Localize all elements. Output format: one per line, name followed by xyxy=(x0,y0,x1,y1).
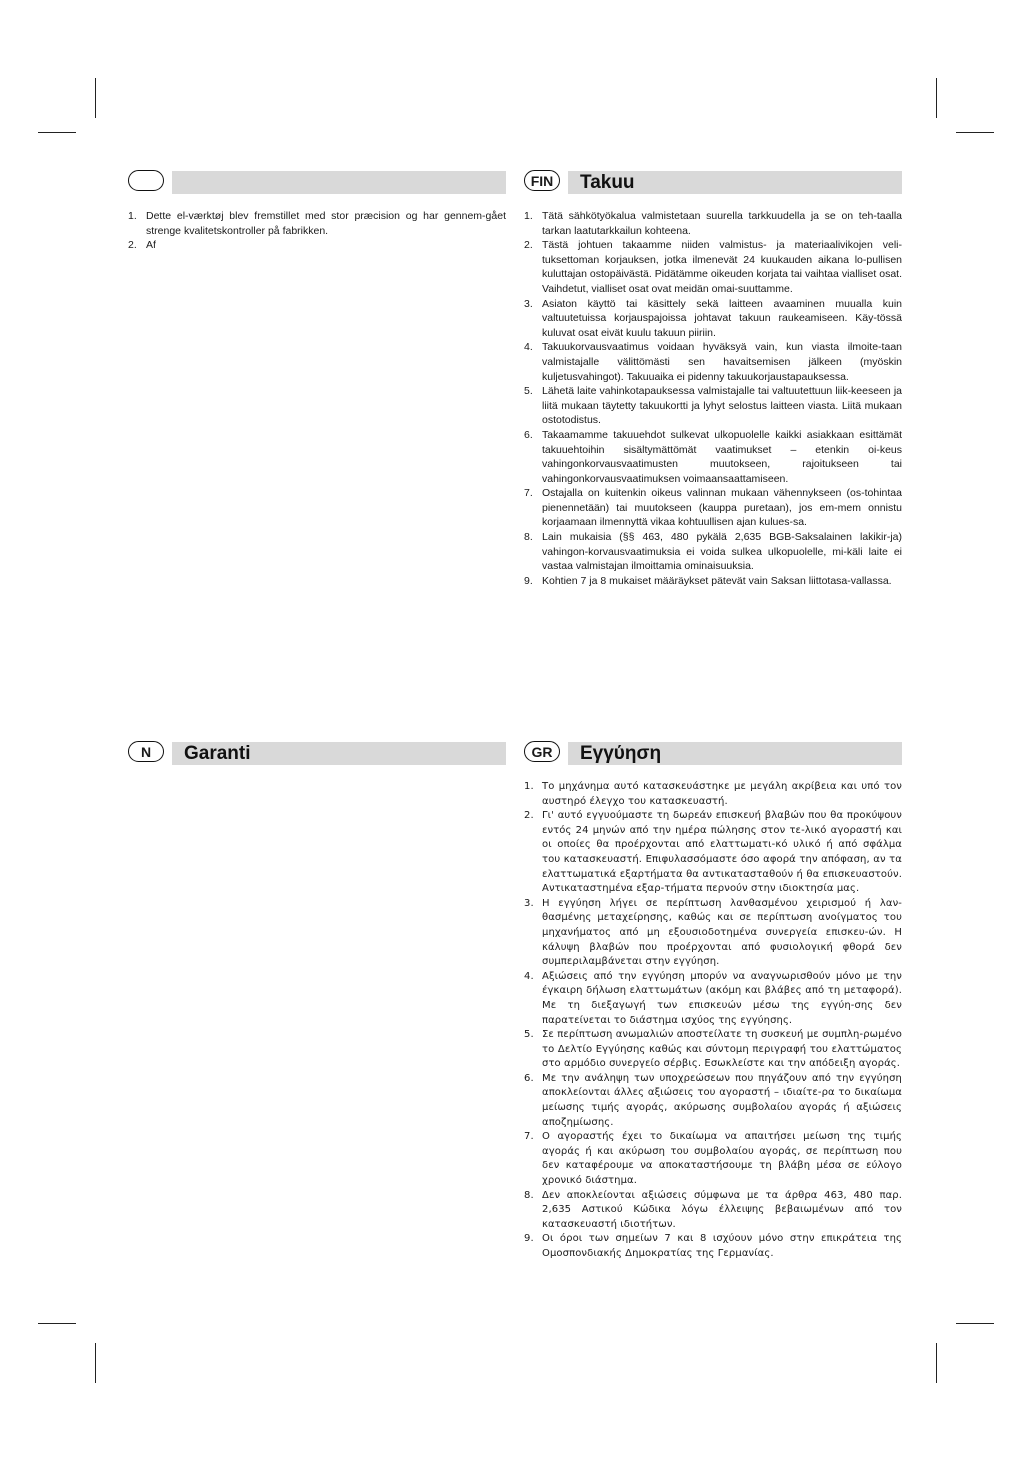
item-number: 1. xyxy=(128,210,137,222)
item-text: Dette el-værktøj blev fremstillet med stor præcision og har gennem-gået strenge kvalitetskontroller på fabrikken. xyxy=(146,210,506,237)
list-item xyxy=(524,238,902,296)
language-badge: FIN xyxy=(524,170,560,191)
section-title: Εγγύηση xyxy=(580,743,662,764)
list-item xyxy=(524,897,902,970)
item-number: 4. xyxy=(524,341,533,354)
list-item xyxy=(524,1028,902,1072)
crop-mark-top-right-horizontal xyxy=(956,132,994,133)
item-number: 2. xyxy=(524,239,533,252)
item-text: Ο αγοραστής έχει το δικαίωμα να απαιτήσει μείωση της τιμής αγοράς ή και ακύρωση του συμβολαίου αγοράς, σε περίπτωση που δεν καταφέρουμε να αποκαταστήσουμε τη βλάβη μέσα σε εύλογο χρονικό διάστημα. xyxy=(542,1131,902,1187)
language-badge xyxy=(128,170,164,191)
item-text: Γι' αυτό εγγυούμαστε τη δωρεάν επισκευή βλαβών που θα προκύψουν εντός 24 μηνών από την ημέρα πώλησης στον τε-λικό αγοραστή και οι οποίες θα προέρχονται από ελαττωματι-κό υλικό ή από σφάλμα του κατασκευαστή. Επιφυλασσόμαστε όσο αφορά την απόφαση, αν τα ελαττωματικά εξαρτήματα θα αντικατασταθούν ή θα επισκευαστούν. Αντικαταστημένα εξαρ-τήματα περνούν στην ιδιοκτησία μας. xyxy=(542,810,902,895)
item-text: Af xyxy=(146,239,156,252)
item-text: Lähetä laite vahinkotapauksessa valmistajalle tai valtuutettuun liik-keeseen ja liitä mukaan täytetty takuukortti ja lyhyt selostus laitteen viasta. Liitä mukaan ostotodistus. xyxy=(542,385,902,427)
crop-mark-top-left-vertical xyxy=(95,78,96,118)
crop-mark-bottom-left-horizontal xyxy=(38,1323,76,1324)
section-dk xyxy=(128,171,506,253)
warranty-list-gr xyxy=(524,780,902,1262)
item-text: Η εγγύηση λήγει σε περίπτωση λανθασμένου χειρισμού ή λαν-θασμένης μεταχείρησης, καθώς και σε περίπτωση ανοίγματος του μηχανήματος από μη εξουσιοδοτημένα συνεργεία επισκευ-ών. Η κάλυψη βλαβών που προέρχονται από φυσιολογική φθορά δεν συμπεριλαμβάνεται στην εγγύηση. xyxy=(542,897,902,968)
item-number: 1. xyxy=(524,781,534,792)
crop-mark-top-right-vertical xyxy=(936,78,937,118)
crop-mark-top-left-horizontal xyxy=(38,132,76,133)
list-item xyxy=(524,530,902,574)
section-header-gr xyxy=(524,742,902,766)
list-item xyxy=(128,209,506,238)
crop-mark-bottom-right-vertical xyxy=(936,1343,937,1383)
list-item xyxy=(524,428,902,486)
item-number: 8. xyxy=(524,1189,534,1201)
list-item xyxy=(524,209,902,238)
list-item xyxy=(524,1130,902,1188)
header-bar xyxy=(172,171,506,194)
section-gr xyxy=(524,742,902,1262)
item-number: 9. xyxy=(524,574,533,587)
item-text: Σε περίπτωση ανωμαλιών αποστείλατε τη συσκευή με συμπλη-ρωμένο το Δελτίο Εγγύησης καθώς και σύντομη περιγραφή του ελαττώματος στο αρμόδιο συνεργείο σέρβις. Εσωκλείστε και την απόδειξη αγοράς. xyxy=(542,1029,902,1070)
section-header-fin xyxy=(524,171,902,195)
item-number: 3. xyxy=(524,897,534,909)
crop-mark-bottom-right-horizontal xyxy=(956,1323,994,1324)
list-item xyxy=(524,1189,902,1233)
list-item xyxy=(524,297,902,341)
item-text: Takaamamme takuuehdot sulkevat ulkopuolelle kaikki asiakkaan esittämät takuuehtoihin sisältymättömät vaatimukset – etenkin oi-keus vahingonkorvausvaatimusten muutokseen, rajoitukseen tai vahingonkorvausvaatimuksen voimaansaattamiseen. xyxy=(542,428,902,485)
item-number: 1. xyxy=(524,210,533,222)
language-badge: GR xyxy=(524,741,560,762)
item-number: 3. xyxy=(524,297,533,310)
section-n xyxy=(128,742,506,780)
list-item xyxy=(524,574,902,589)
item-text: Tästä johtuen takaamme niiden valmistus- ja materiaalivikojen veli-tuksettoman korjauksen, jotka ilmenevät 24 kuukauden aikana lo-pullisen kuluttajan ostopäivästä. Pidätämme oikeuden korjata tai vaihtaa vialliset osat. Vaihdetut, vialliset osat ovat meidän omai-suuttamme. xyxy=(542,239,902,295)
list-item xyxy=(524,1232,902,1261)
item-text: Δεν αποκλείονται αξιώσεις σύμφωνα με τα άρθρα 463, 480 παρ. 2,635 Αστικού Κώδικα λόγω έλλειψης βεβαιωμένων από τον κατασκευαστή ιδιοτήτων. xyxy=(542,1189,902,1230)
item-number: 4. xyxy=(524,970,534,982)
list-item xyxy=(524,970,902,1028)
section-header-n xyxy=(128,742,506,766)
item-number: 6. xyxy=(524,428,533,441)
list-item xyxy=(524,486,902,530)
warranty-list-fin xyxy=(524,209,902,588)
item-number: 2. xyxy=(128,239,137,252)
list-item xyxy=(524,809,902,897)
warranty-list-dk xyxy=(128,209,506,253)
list-item xyxy=(524,384,902,428)
section-fin xyxy=(524,171,902,588)
item-number: 5. xyxy=(524,385,533,398)
list-item xyxy=(128,238,506,253)
item-text: Αξιώσεις από την εγγύηση μπορύν να αναγνωρισθούν μόνο με την έγκαιρη δήλωση ελαττωμάτων (ακόμη και βλάβες από τη μεταφορά). Με τη διεξαγωγή των επισκευών μέσω της εγγύη-σης δεν παρατείνεται το διάστημα ισχύος της εγγύησης. xyxy=(542,970,902,1026)
item-text: Με την ανάληψη των υποχρεώσεων που πηγάζουν από την εγγύηση αποκλείονται άλλες αξιώσεις του αγοραστή – ιδιαίτε-ρα το δικαίωμα μείωσης τιμής αγοράς, ακύρωσης συμβολαίου αγοράς ή αξιώσεις αποζημίωσης. xyxy=(542,1072,902,1128)
item-number: 2. xyxy=(524,810,534,822)
item-text: Ostajalla on kuitenkin oikeus valinnan mukaan vähennykseen (os-tohintaa pienennetään) tai muutokseen (kauppa puretaan), jos em-mem onnistu korjaamaan ilmennyttä vikaa kohtuullisen ajan kulues-sa. xyxy=(542,487,902,529)
list-item xyxy=(524,1072,902,1130)
section-title: Garanti xyxy=(184,743,251,764)
item-text: Lain mukaisia (§§ 463, 480 pykälä 2,635 BGB-Saksalainen lakikir-ja) vahingon-korvausvaatimuksia ei voida sulkea ulkopuolelle, mi-käli laite ei vastaa valmistajan ilmoittamia ominaisuuksia. xyxy=(542,531,902,573)
item-number: 9. xyxy=(524,1233,534,1245)
item-text: Tätä sähkötyökalua valmistetaan suurella tarkkuudella ja se on teh-taalla tarkan laatutarkkailun kohteena. xyxy=(542,210,902,237)
item-text: Asiaton käyttö tai käsittely sekä laitteen avaaminen muualla kuin valtuutetuissa korjauspajoissa johtavat takuun raukeamiseen. Käy-tössä kuluvat osat eivät kuulu takuun piiriin. xyxy=(542,297,902,339)
section-title: Takuu xyxy=(580,172,635,193)
item-text: Οι όροι των σημείων 7 και 8 ισχύουν μόνο στην επικράτεια της Ομοσπονδιακής Δημοκρατίας της Γερμανίας. xyxy=(542,1233,902,1259)
item-text: Kohtien 7 ja 8 mukaiset määräykset pätevät vain Saksan liittotasa-vallassa. xyxy=(542,574,892,587)
crop-mark-bottom-left-vertical xyxy=(95,1343,96,1383)
item-number: 7. xyxy=(524,1131,534,1143)
list-item xyxy=(524,340,902,384)
language-badge: N xyxy=(128,741,164,762)
item-number: 8. xyxy=(524,531,533,544)
item-text: Takuukorvausvaatimus voidaan hyväksyä vain, kun viasta ilmoite-taan valmistajalle välittömästi sen havaitsemisen jälkeen (myöskin kuljetusvahingot). Takuuaika ei pidenny takuukorjaustapauksessa. xyxy=(542,341,902,383)
item-number: 5. xyxy=(524,1029,534,1041)
item-text: Το μηχάνημα αυτό κατασκευάστηκε με μεγάλη ακρίβεια και υπό τον αυστηρό έλεγχο του κατασκευαστή. xyxy=(542,781,902,807)
list-item xyxy=(524,780,902,809)
item-number: 6. xyxy=(524,1072,534,1084)
section-header-dk xyxy=(128,171,506,195)
item-number: 7. xyxy=(524,487,533,500)
